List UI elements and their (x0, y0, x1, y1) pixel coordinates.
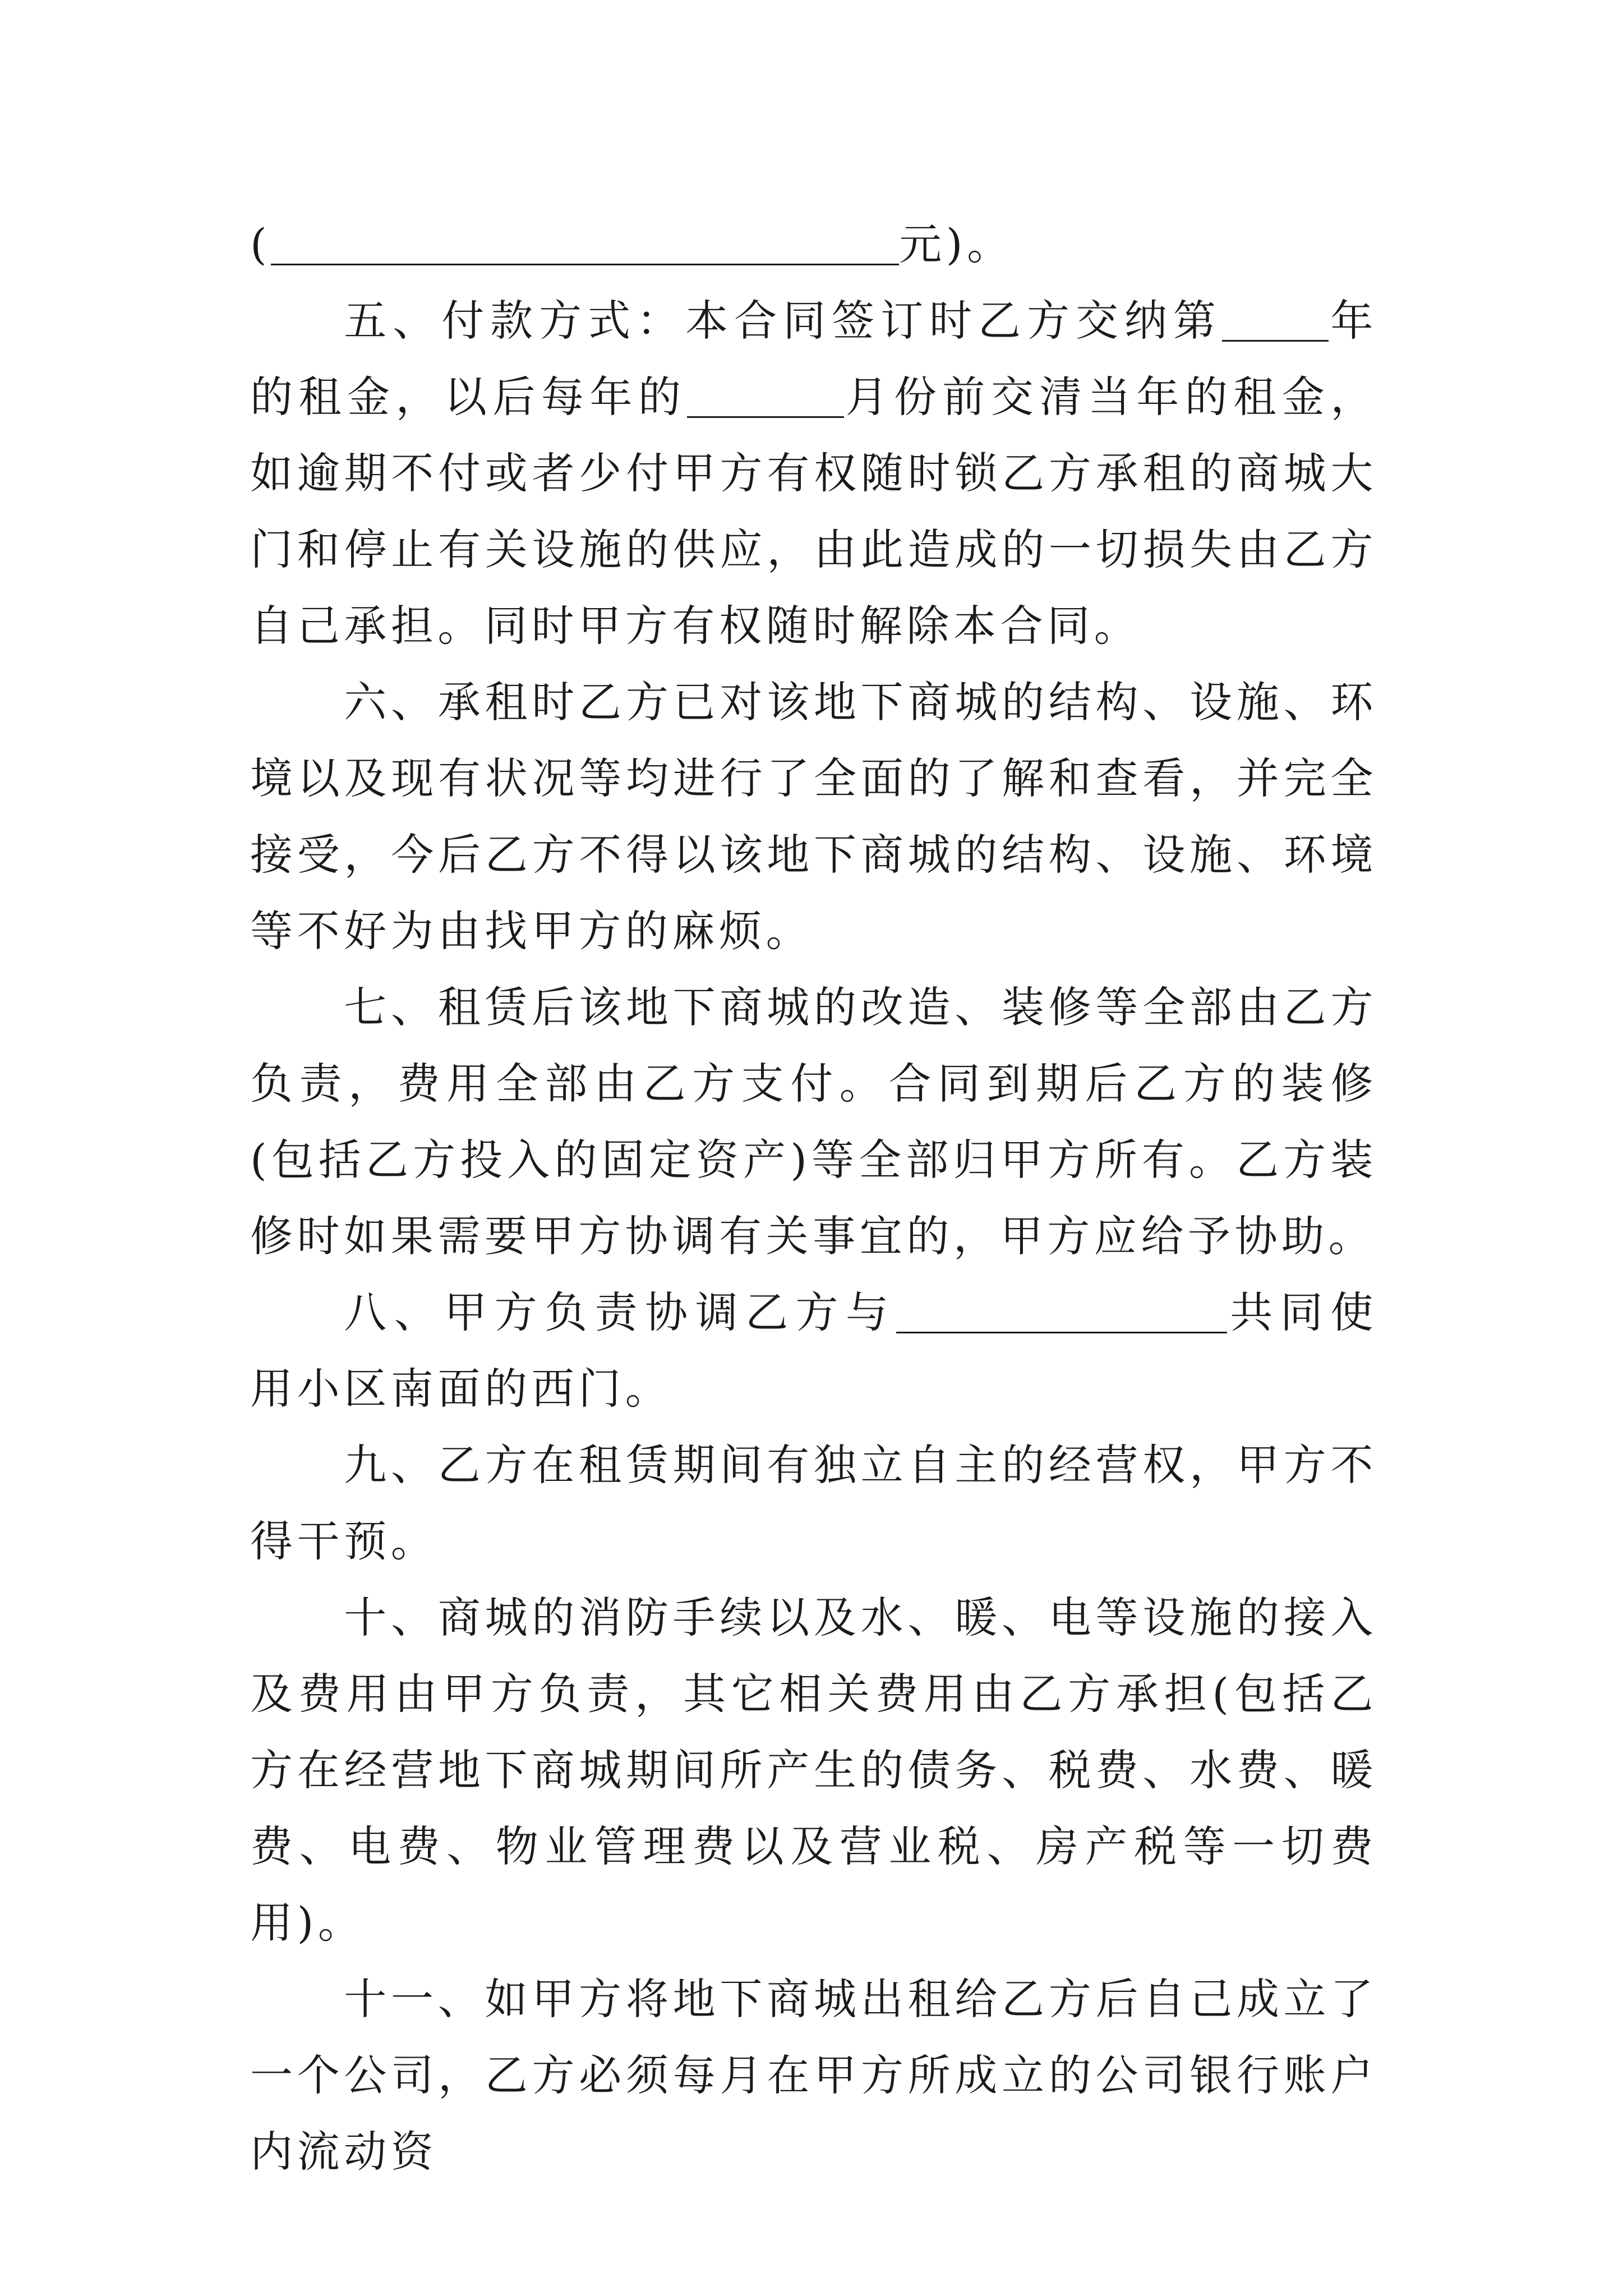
clause-7-renovation: 七、租赁后该地下商城的改造、装修等全部由乙方负责，费用全部由乙方支付。合同到期后乙方的装修(包括乙方投入的固定资产)等全部归甲方所有。乙方装修时如果需要甲方协调有关事宜的，甲方应给予协助。 (250, 982, 1377, 1261)
year-blank (1222, 300, 1329, 342)
amount-line (250, 206, 1377, 283)
clause-6-inspection: 六、承租时乙方已对该地下商城的结构、设施、环境以及现有状况等均进行了全面的了解和查看，并完全接受，今后乙方不得以该地下商城的结构、设施、环境等不好为由找甲方的麻烦。 (250, 677, 1377, 956)
clause-8-part-1: 八、甲方负责协调乙方与 (344, 1287, 896, 1337)
clause-11-company-account: 十一、如甲方将地下商城出租给乙方后自己成立了一个公司，乙方必须每月在甲方所成立的公司银行账户内流动资 (250, 1974, 1377, 2177)
amount-blank (271, 223, 899, 265)
party-blank (896, 1291, 1227, 1333)
amount-close: 元)。 (899, 219, 1014, 269)
clause-8-part-2: 共同使用小区南面的西门。 (250, 1287, 1377, 1414)
clause-5-part-1: 五、付款方式：本合同签订时乙方交纳第 (344, 296, 1222, 346)
open-paren: ( (250, 219, 271, 269)
clause-8-shared-gate (250, 1274, 1377, 1427)
document-body (250, 206, 1377, 2190)
clause-5-part-3: 月份前交清当年的租金，如逾期不付或者少付甲方有权随时锁乙方承租的商城大门和停止有关设施的供应，由此造成的一切损失由乙方自己承担。同时甲方有权随时解除本合同。 (250, 372, 1377, 651)
clause-10-fees: 十、商城的消防手续以及水、暖、电等设施的接入及费用由甲方负责，其它相关费用由乙方承担(包括乙方在经营地下商城期间所产生的债务、税费、水费、暖费、电费、物业管理费以及营业税、房产税等一切费用)。 (250, 1593, 1377, 1948)
clause-5-payment-method (250, 283, 1377, 664)
clause-9-autonomy: 九、乙方在租赁期间有独立自主的经营权，甲方不得干预。 (250, 1440, 1377, 1566)
clause-5-part-2: 年的租金，以后每年的 (250, 296, 1377, 422)
month-blank (687, 376, 844, 418)
